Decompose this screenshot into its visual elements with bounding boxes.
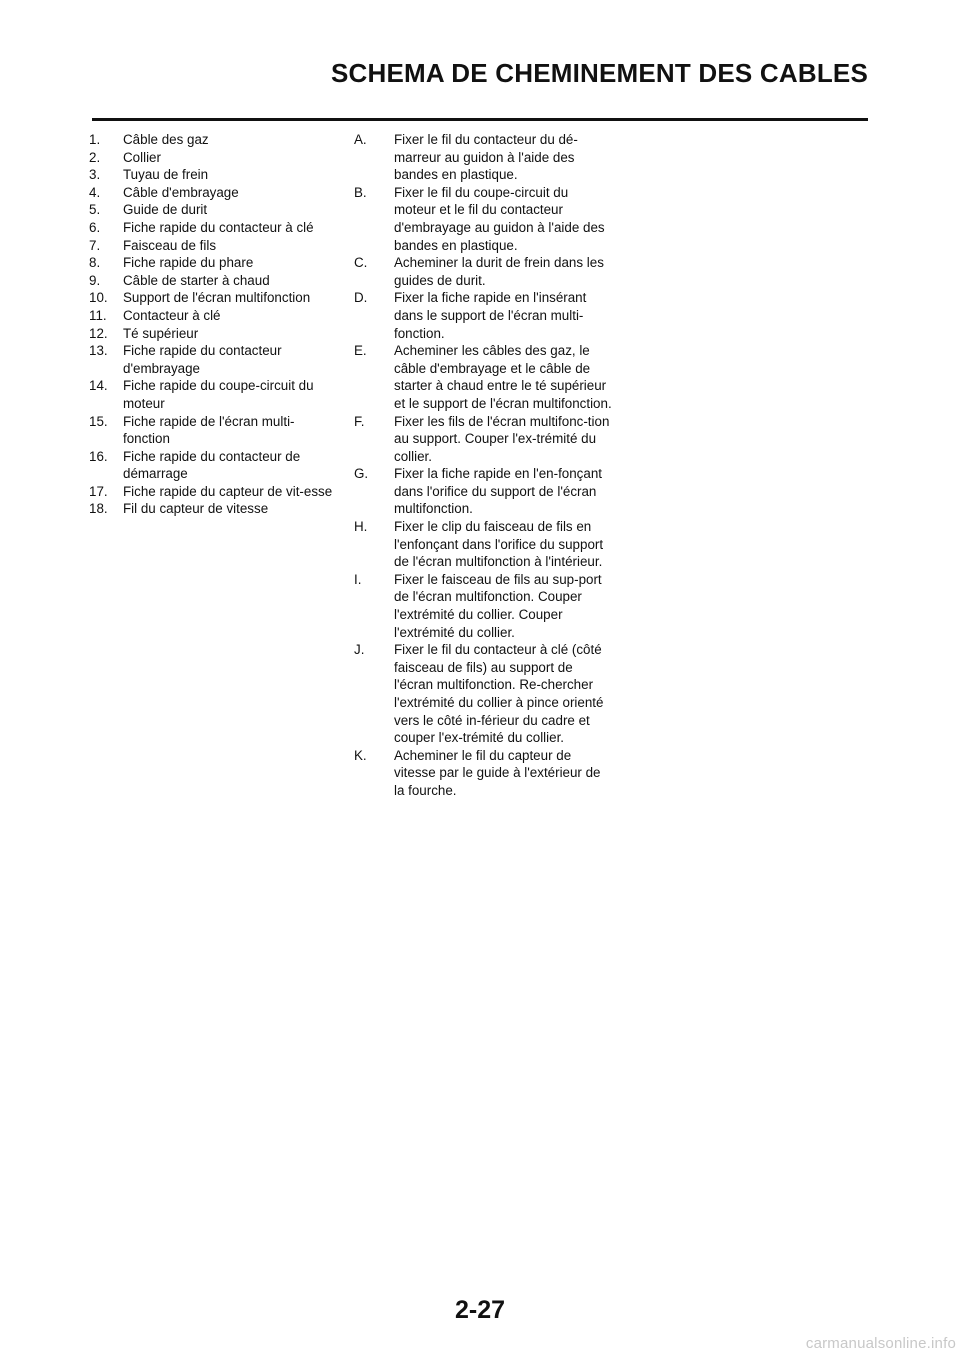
item-text: Collier [123, 149, 161, 165]
list-item [354, 747, 612, 800]
item-number: 9. [89, 272, 101, 288]
item-text: Guide de durit [123, 202, 208, 218]
item-number: 8. [89, 255, 101, 271]
list-item [354, 641, 612, 747]
numbered-legend [89, 131, 339, 518]
header-rule [92, 118, 868, 121]
list-item [89, 483, 339, 501]
list-item [89, 219, 339, 237]
list-item [89, 166, 339, 184]
item-number: 18. [89, 501, 108, 517]
item-number: 1. [89, 132, 101, 147]
item-letter: A. [354, 132, 367, 147]
list-item [89, 325, 339, 343]
list-item [89, 307, 339, 325]
item-letter: G. [354, 466, 369, 482]
item-text: Fixer le fil du contacteur à clé (côté faisceau de fils) au support de l'écran multifonction. Re-chercher l'extrémité du collier à pince orienté vers le côté in-férieur du cadre et couper l'ex-trémité du collier. [394, 642, 604, 746]
item-text: Contacteur à clé [123, 307, 221, 323]
list-item [89, 149, 339, 167]
item-number: 5. [89, 202, 101, 218]
item-letter: F. [354, 413, 365, 429]
item-text: Acheminer la durit de frein dans les guides de durit. [394, 255, 604, 288]
item-text: Fiche rapide du phare [123, 255, 254, 271]
list-item [354, 465, 612, 518]
item-text: Fiche rapide du capteur de vit-esse [123, 483, 333, 499]
list-item [89, 184, 339, 202]
item-text: Support de l'écran multifonction [123, 290, 311, 306]
item-number: 17. [89, 483, 108, 499]
watermark: carmanualsonline.info [805, 1335, 956, 1352]
item-number: 2. [89, 149, 101, 165]
item-number: 10. [89, 290, 108, 306]
list-item [89, 289, 339, 307]
list-item [89, 377, 339, 412]
list-item [354, 184, 612, 254]
list-item [89, 413, 339, 448]
item-number: 4. [89, 184, 101, 200]
item-letter: C. [354, 255, 368, 271]
item-number: 14. [89, 378, 108, 394]
item-text: Câble de starter à chaud [123, 272, 270, 288]
item-number: 3. [89, 167, 101, 183]
list-item [354, 342, 612, 412]
item-number: 15. [89, 413, 108, 429]
item-letter: K. [354, 747, 367, 763]
item-number: 12. [89, 325, 108, 341]
item-text: Fixer le fil du coupe-circuit du moteur et le fil du contacteur d'embrayage au guidon à l'aide des bandes en plastique. [394, 184, 605, 253]
lettered-instructions [354, 131, 612, 800]
item-text: Fixer le faisceau de fils au sup-port de l'écran multifonction. Couper l'extrémité du collier. Couper l'extrémité du collier. [394, 571, 602, 640]
item-number: 16. [89, 448, 108, 464]
item-number: 11. [89, 307, 107, 323]
item-number: 13. [89, 343, 108, 359]
list-item [354, 518, 612, 571]
item-text: Fiche rapide du contacteur à clé [123, 219, 314, 235]
item-letter: D. [354, 290, 368, 306]
item-text: Fixer la fiche rapide en l'insérant dans le support de l'écran multi-fonction. [394, 290, 587, 341]
list-item [89, 201, 339, 219]
item-text: Tuyau de frein [123, 167, 209, 183]
list-item [89, 342, 339, 377]
item-letter: I. [354, 571, 362, 587]
list-item [89, 500, 339, 518]
list-item [89, 131, 339, 149]
item-text: Câble des gaz [123, 132, 209, 147]
list-item [354, 289, 612, 342]
item-text: Fiche rapide du contacteur de démarrage [123, 448, 301, 482]
list-item [89, 254, 339, 272]
item-number: 7. [89, 237, 101, 253]
item-letter: J. [354, 642, 365, 658]
item-text: Fixer les fils de l'écran multifonc-tion au support. Couper l'ex-trémité du collier. [394, 413, 610, 464]
item-text: Fixer le clip du faisceau de fils en l'enfonçant dans l'orifice du support de l'écran multifonction à l'intérieur. [394, 519, 604, 570]
list-item [89, 448, 339, 483]
item-text: Fiche rapide de l'écran multi-fonction [123, 413, 295, 447]
page-title: SCHEMA DE CHEMINEMENT DES CABLES [330, 58, 868, 88]
list-item [354, 131, 612, 184]
item-text: Té supérieur [123, 325, 199, 341]
item-text: Câble d'embrayage [123, 184, 239, 200]
item-text: Faisceau de fils [123, 237, 217, 253]
item-text: Fiche rapide du coupe-circuit du moteur [123, 378, 314, 411]
item-text: Fil du capteur de vitesse [123, 501, 269, 517]
item-letter: B. [354, 184, 367, 200]
item-text: Acheminer les câbles des gaz, le câble d'embrayage et le câble de starter à chaud entre le té supérieur et le support de l'écran multifonction. [394, 343, 612, 411]
list-item [354, 413, 612, 466]
item-text: Fixer le fil du contacteur du dé-marreur au guidon à l'aide des bandes en plastique. [394, 132, 578, 183]
list-item [89, 272, 339, 290]
item-text: Fixer la fiche rapide en l'en-fonçant dans l'orifice du support de l'écran multifonction. [394, 466, 602, 517]
list-item [89, 237, 339, 255]
list-item [354, 254, 612, 289]
item-number: 6. [89, 219, 101, 235]
list-item [354, 571, 612, 641]
page-number: 2-27 [454, 1296, 506, 1324]
item-text: Acheminer le fil du capteur de vitesse par le guide à l'extérieur de la fourche. [394, 747, 601, 798]
item-text: Fiche rapide du contacteur d'embrayage [123, 343, 282, 376]
item-letter: E. [354, 343, 367, 359]
item-letter: H. [354, 519, 368, 535]
